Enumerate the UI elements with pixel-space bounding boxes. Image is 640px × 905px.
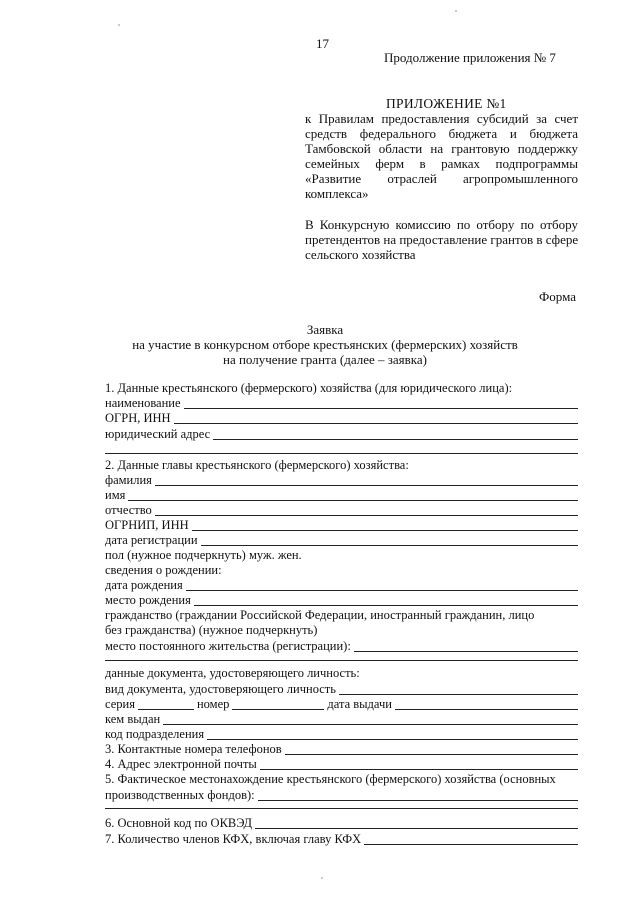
field-label: вид документа, удостоверяющего личность bbox=[105, 682, 336, 696]
field-label: номер bbox=[196, 697, 230, 711]
field-label: кем выдан bbox=[105, 712, 161, 726]
field-label: 3. Контактные номера телефонов bbox=[105, 742, 282, 756]
birth-place-input-line[interactable] bbox=[194, 593, 578, 606]
birth-date-input-line[interactable] bbox=[186, 578, 578, 591]
scan-speck bbox=[455, 10, 457, 12]
ogrn-inn-field-row bbox=[105, 409, 578, 426]
legal-address-continuation-line[interactable] bbox=[105, 453, 578, 454]
okved-input-line[interactable] bbox=[255, 816, 578, 829]
appendix-line: «Развитие отраслей агропромышленного bbox=[305, 171, 578, 186]
email-input-line[interactable] bbox=[260, 757, 578, 770]
field-label: имя bbox=[105, 488, 126, 502]
legal-address-input-line[interactable] bbox=[213, 427, 578, 440]
appendix-line: средств федерального бюджета и бюджета bbox=[305, 126, 578, 141]
field-label: 4. Адрес электронной почты bbox=[105, 757, 257, 771]
appendix-line: Тамбовской области на грантовую поддержку bbox=[305, 141, 578, 156]
appendix-title: ПРИЛОЖЕНИЕ №1 bbox=[386, 96, 507, 111]
field-label: производственных фондов): bbox=[105, 788, 255, 802]
application-subtitle: на участие в конкурсном отборе крестьянских (фермерских) хозяйств bbox=[132, 337, 518, 352]
appendix-line: к Правилам предоставления субсидий за счет bbox=[305, 111, 578, 126]
name-input-line[interactable] bbox=[184, 396, 578, 409]
section-heading-text: 2. Данные главы крестьянского (фермерского) хозяйства: bbox=[105, 458, 409, 472]
division-code-input-line[interactable] bbox=[207, 727, 578, 740]
section-heading-text: 1. Данные крестьянского (фермерского) хозяйства (для юридического лица): bbox=[105, 381, 513, 395]
location-continuation-line[interactable] bbox=[105, 808, 578, 809]
field-label: дата выдачи bbox=[327, 697, 392, 711]
id-doc-data-row bbox=[105, 664, 578, 681]
field-label: код подразделения bbox=[105, 727, 205, 741]
series-input-line[interactable] bbox=[138, 697, 194, 710]
continuation-label: Продолжение приложения № 7 bbox=[384, 50, 556, 65]
field-label: дата рождения bbox=[105, 578, 183, 592]
field-label: отчество bbox=[105, 503, 152, 517]
members-field-row bbox=[105, 830, 578, 847]
residence-input-line[interactable] bbox=[354, 639, 578, 652]
field-label: фамилия bbox=[105, 473, 152, 487]
addressee-line: сельского хозяйства bbox=[305, 247, 416, 262]
field-label: юридический адрес bbox=[105, 427, 211, 441]
location-row bbox=[105, 770, 578, 787]
number-input-line[interactable] bbox=[232, 697, 324, 710]
issued-by-input-line[interactable] bbox=[163, 712, 578, 725]
id-doc-type-input-line[interactable] bbox=[339, 682, 578, 695]
ogrn-inn-input-line[interactable] bbox=[174, 411, 578, 424]
residence-continuation-line[interactable] bbox=[105, 660, 578, 661]
citizenship-options-text[interactable]: без гражданства) (нужное подчеркнуть) bbox=[105, 623, 318, 637]
field-label: 5. Фактическое местонахождение крестьянского (фермерского) хозяйства (основных bbox=[105, 772, 556, 786]
appendix-line: семейных ферм в рамках подпрограммы bbox=[305, 156, 578, 171]
field-label: место рождения bbox=[105, 593, 191, 607]
scan-speck bbox=[321, 877, 323, 879]
application-title: Заявка bbox=[306, 322, 344, 337]
form-label: Форма bbox=[539, 289, 576, 304]
field-label: ОГРН, ИНН bbox=[105, 411, 171, 425]
field-label: серия bbox=[105, 697, 135, 711]
page-number: 17 bbox=[316, 36, 329, 51]
members-input-line[interactable] bbox=[364, 832, 578, 845]
location-input-line[interactable] bbox=[258, 788, 578, 801]
legal-address-field-row bbox=[105, 425, 578, 442]
addressee-line: претендентов на предоставление грантов в сфере bbox=[305, 232, 579, 247]
citizenship-row-2 bbox=[105, 621, 578, 638]
sex-options-text[interactable]: пол (нужное подчеркнуть) муж. жен. bbox=[105, 548, 302, 562]
reg-date-input-line[interactable] bbox=[201, 533, 578, 546]
issue-date-input-line[interactable] bbox=[395, 697, 578, 710]
phones-input-line[interactable] bbox=[285, 742, 578, 755]
field-label: наименование bbox=[105, 396, 181, 410]
field-label: данные документа, удостоверяющего личность: bbox=[105, 666, 360, 680]
field-label: 7. Количество членов КФХ, включая главу КФХ bbox=[105, 832, 362, 846]
appendix-line: комплекса» bbox=[305, 186, 369, 201]
okved-field-row bbox=[105, 814, 578, 831]
field-label: сведения о рождении: bbox=[105, 563, 222, 577]
scan-speck bbox=[118, 24, 120, 26]
residence-field-row bbox=[105, 637, 578, 654]
field-label: место постоянного жительства (регистрации): bbox=[105, 639, 351, 653]
field-label: дата регистрации bbox=[105, 533, 198, 547]
patronymic-input-line[interactable] bbox=[155, 503, 578, 516]
location-field-row bbox=[105, 786, 578, 803]
first-name-input-line[interactable] bbox=[128, 488, 578, 501]
ogrnip-inn-input-line[interactable] bbox=[192, 518, 578, 531]
addressee-line: В Конкурсную комиссию по отбору по отбору bbox=[305, 217, 578, 232]
field-label: 6. Основной код по ОКВЭД bbox=[105, 816, 252, 830]
field-label: ОГРНИП, ИНН bbox=[105, 518, 189, 532]
application-subtitle: на получение гранта (далее – заявка) bbox=[222, 352, 427, 367]
surname-input-line[interactable] bbox=[155, 473, 578, 486]
citizenship-options-text[interactable]: гражданство (граждании Российской Федерации, иностранный гражданин, лицо bbox=[105, 608, 535, 622]
